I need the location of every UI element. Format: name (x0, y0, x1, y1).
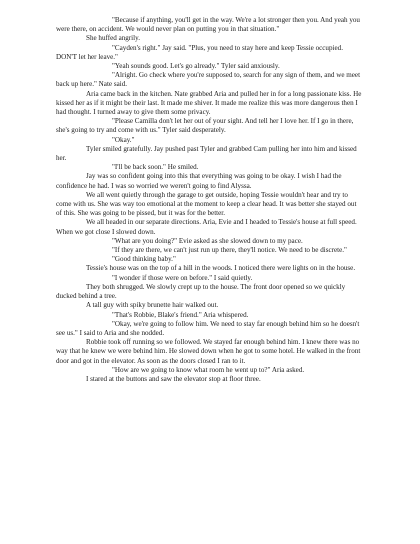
paragraph: "How are we going to know what room he went up to?" Aria asked. (112, 365, 305, 374)
paragraph: Tyler smiled gratefully. Jay pushed past Tyler and grabbed Cam pulling her into him and kissed her. (56, 144, 357, 163)
paragraph: They both shrugged. We slowly crept up to the house. The front door opened so we quickly ducked behind a tree. (56, 282, 346, 301)
paragraph: "That's Robbie, Blake's friend." Aria whispered. (112, 310, 249, 319)
paragraph: Jay was so confident going into this that everything was going to be okay. I wish I had the confidence he had. I was so worried we weren't going to find Alyssa. (56, 172, 342, 190)
paragraph: "Cayden's right." Jay said. "Plus, you need to stay here and keep Tessie occupied. DON'T let her leave." (56, 43, 343, 61)
paragraph: "Good thinking baby." (112, 255, 176, 264)
paragraph: "I wonder if those were on before." I said quietly. (112, 273, 253, 282)
paragraph: A tall guy with spiky brunette hair walked out. (86, 301, 219, 310)
paragraph: She huffed angrily. (86, 34, 140, 43)
paragraph: "I'll be back soon." He smiled. (112, 163, 199, 172)
paragraph: "Okay, we're going to follow him. We need to stay far enough behind him so he doesn't see us." I said to Aria and she nodded. (56, 319, 360, 337)
document-body (56, 16, 364, 384)
paragraph: Aria came back in the kitchen. Nate grabbed Aria and pulled her in for a long passionate kiss. He kissed her as if it might be their last. It made me shiver. It made me realize this was more dangerous then I had thought. I turned away to give them some privacy. (56, 89, 362, 117)
paragraph: "Because if anything, you'll get in the way. We're a lot stronger then you. And yeah you were there, on accident. We would never plan on putting you in that situation." (56, 16, 360, 34)
paragraph: Robbie took off running so we followed. We stayed far enough behind him. I knew there was no way that he knew we were behind him. He slowed down when he got to some hotel. He walked in the front door and got in the elevator. As soon as the doors closed I ran to it. (56, 338, 361, 365)
paragraph: Tessie's house was on the top of a hill in the woods. I noticed there were lights on in the house. (86, 264, 356, 273)
paragraph: "Yeah sounds good. Let's go already." Tyler said anxiously. (112, 62, 280, 71)
paragraph: "If they are there, we can't just run up there, they'll notice. We need to be discrete." (112, 246, 347, 255)
paragraph: "Alright. Go check where you're supposed to, search for any sign of them, and we meet back up here." Nate said. (56, 71, 361, 89)
paragraph: We all went quietly through the garage to get outside, hoping Tessie wouldn't hear and try to come with us. She was way too emotional at the moment to keep a clear head. It was better she stayed out of this. She was going to be pissed, but it was for the better. (56, 190, 357, 218)
paragraph: We all headed in our separate directions. Aria, Evie and I headed to Tessie's house at full speed. When we got close I slowed down. (56, 218, 357, 236)
paragraph: "Okay." (112, 135, 135, 144)
paragraph: "Please Camilla don't let her out of your sight. And tell her I love her. If I go in there, she's going to try and come with us." Tyler said desperately. (56, 117, 354, 135)
paragraph: "What are you doing?" Evie asked as she slowed down to my pace. (112, 236, 303, 245)
paragraph: I stared at the buttons and saw the elevator stop at floor three. (86, 374, 261, 383)
